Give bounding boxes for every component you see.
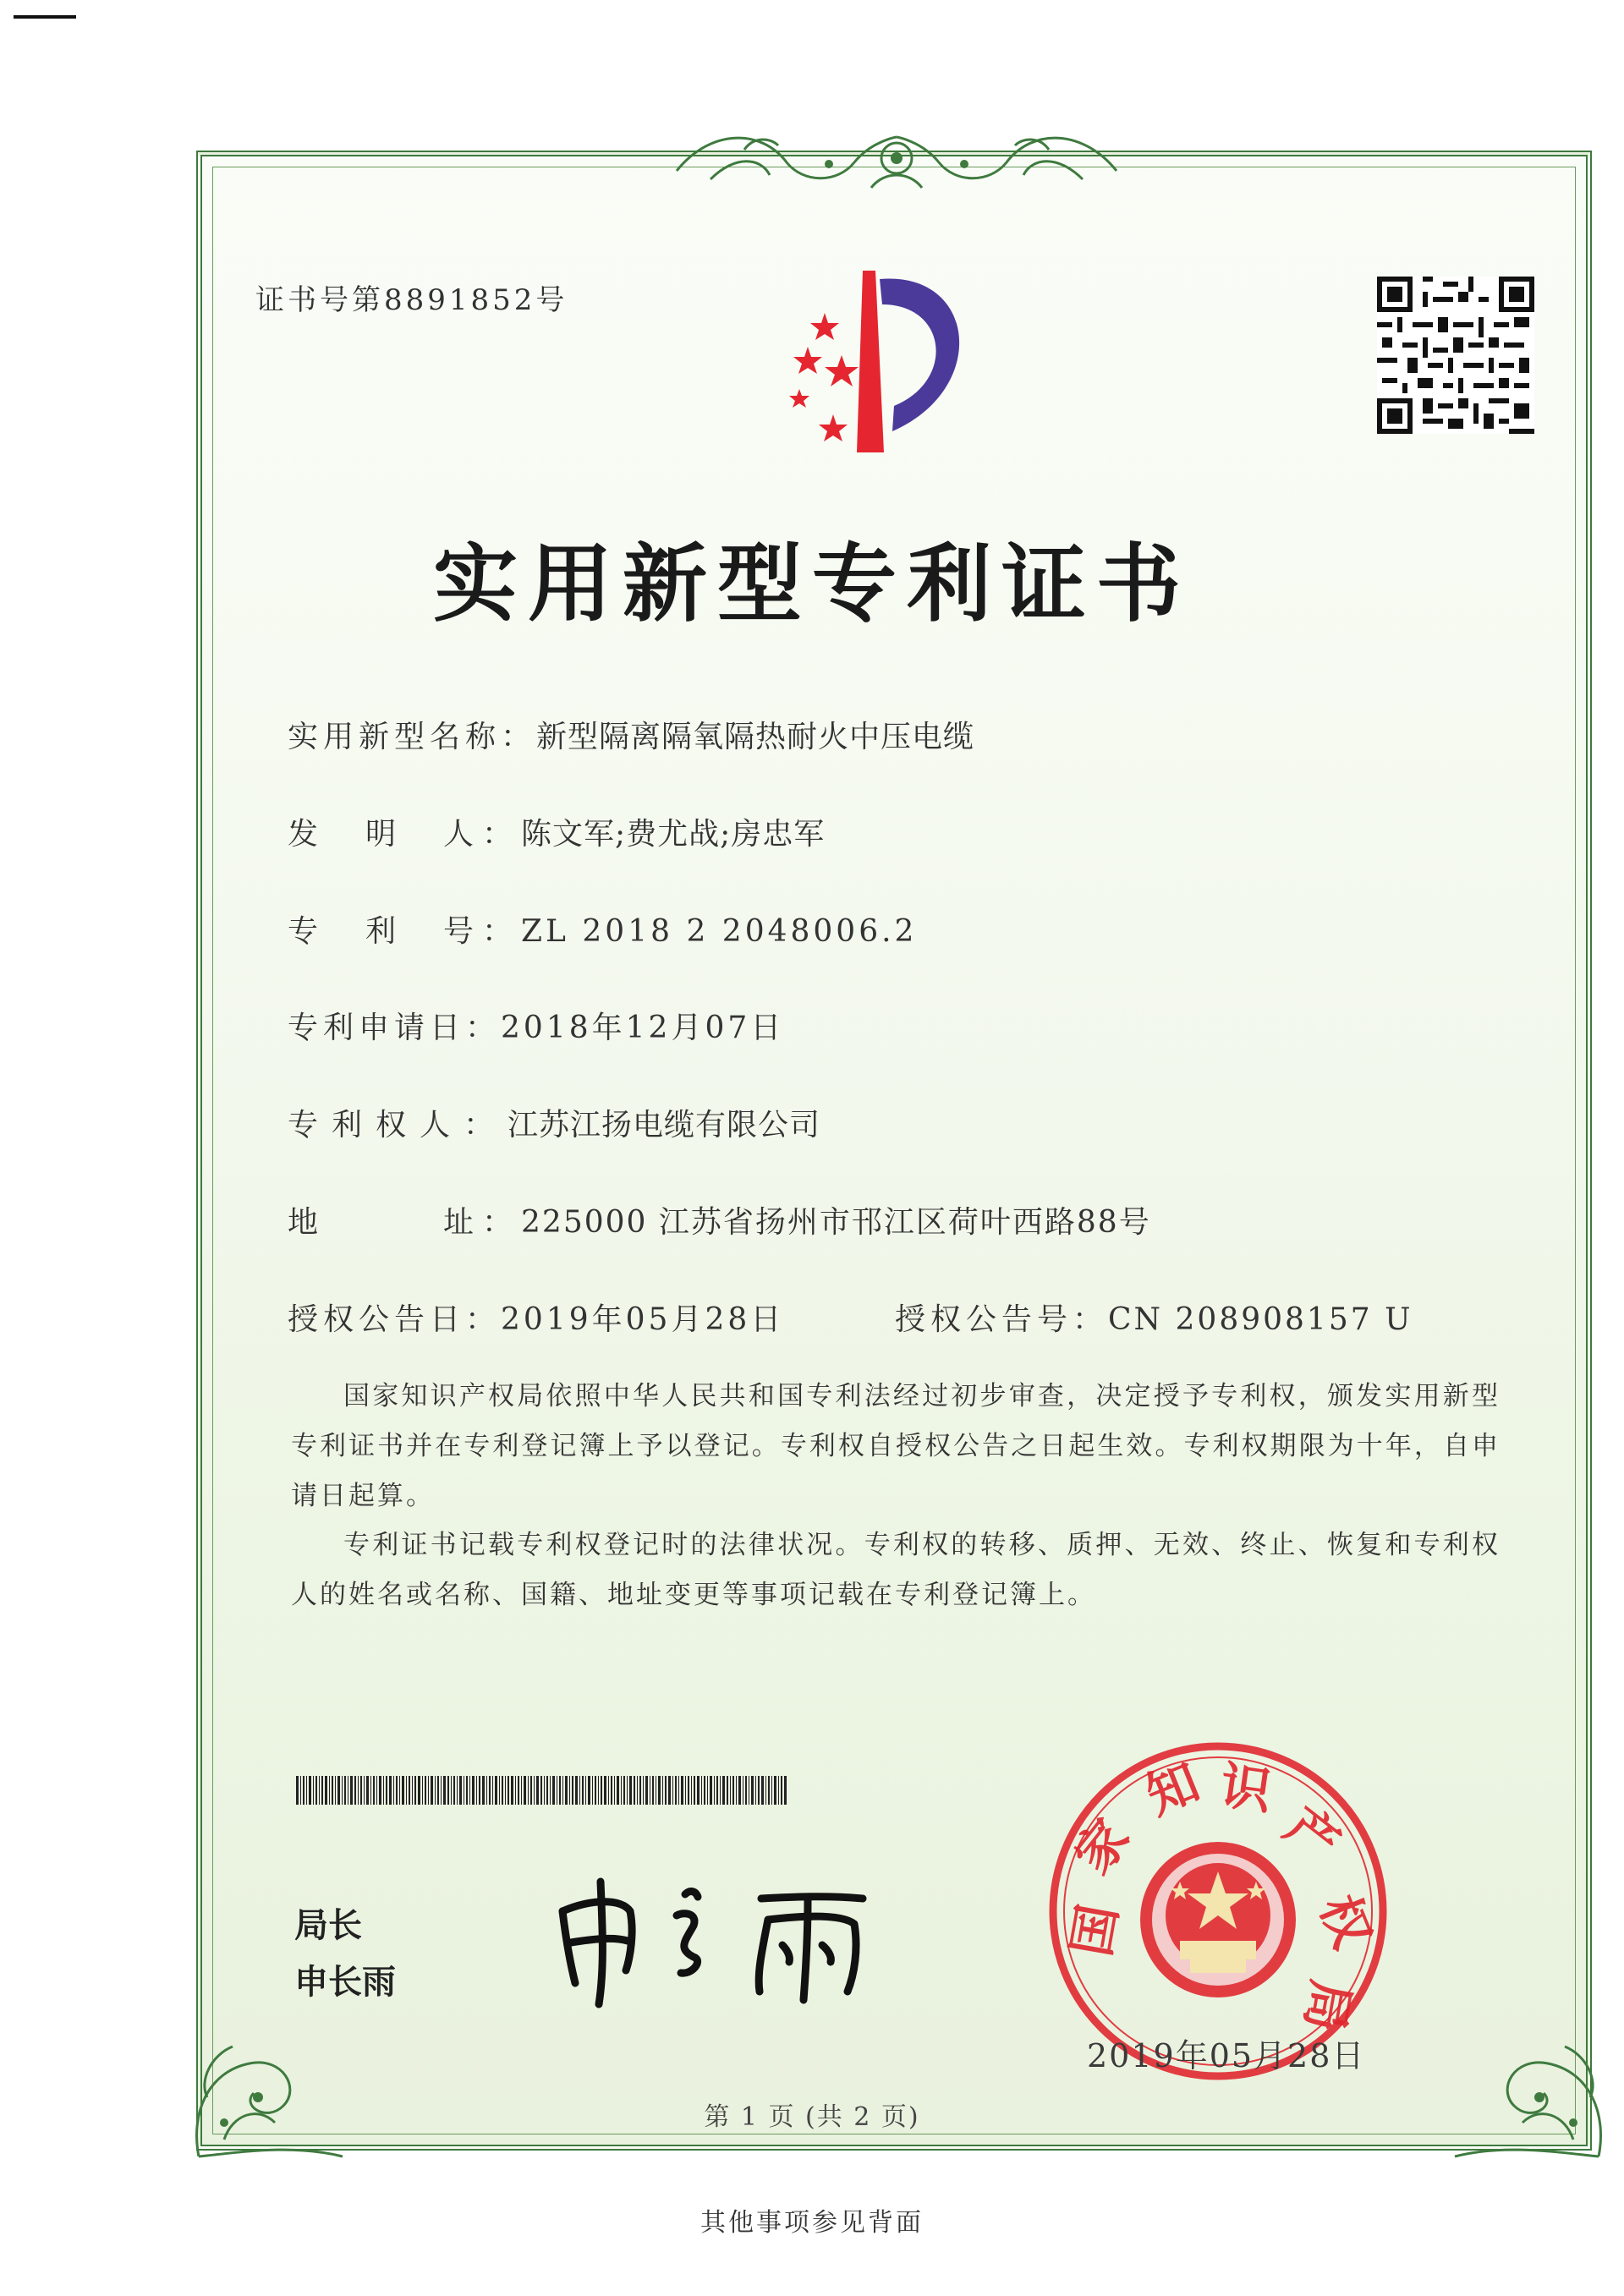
grant-date-label: 授权公告日： — [288, 1302, 502, 1337]
field-address — [288, 1198, 1151, 1241]
field-filing-date — [288, 1004, 784, 1047]
page-number: 第 1 页 (共 2 页) — [704, 2102, 920, 2132]
top-ornament-icon — [660, 112, 1133, 205]
patent-no-label: 专 利 号： — [288, 914, 522, 949]
field-utility-name — [288, 713, 974, 756]
inventors-label: 发 明 人： — [288, 817, 522, 852]
filing-date-value: 2018年12月07日 — [501, 1011, 785, 1045]
svg-text:局: 局 — [1293, 1975, 1361, 2036]
notice-paragraph-2: 专利证书记载专利权登记时的法律状况。专利权的转移、质押、无效、终止、恢复和专利权人的姓名或名称、国籍、地址变更等事项记载在专利登记簿上。 — [291, 1530, 1501, 1610]
address-label: 地 址： — [288, 1205, 522, 1240]
utility-name-value: 新型隔离隔氧隔热耐火中压电缆 — [536, 720, 975, 754]
svg-text:产: 产 — [1274, 1795, 1351, 1874]
filing-date-label: 专利申请日： — [288, 1011, 502, 1045]
bottom-left-ornament-icon — [173, 1996, 368, 2165]
corner-mark — [14, 15, 76, 19]
svg-text:权: 权 — [1308, 1887, 1382, 1957]
director-title: 局长 — [294, 1906, 362, 1945]
address-value: 225000 江苏省扬州市邗江区荷叶西路88号 — [521, 1205, 1151, 1240]
svg-text:知: 知 — [1138, 1752, 1208, 1827]
grant-date-value: 2019年05月28日 — [501, 1302, 785, 1337]
field-inventors — [288, 810, 825, 853]
qr-code-icon — [1377, 277, 1534, 434]
patent-no-value: ZL 2018 2 2048006.2 — [521, 914, 918, 949]
field-grant-no — [895, 1296, 1413, 1339]
director-signature — [550, 1865, 905, 2008]
inventors-value: 陈文军;费尤战;房忠军 — [521, 817, 826, 852]
notice-paragraph-1: 国家知识产权局依照中华人民共和国专利法经过初步审查，决定授予专利权，颁发实用新型专利证书并在专利登记簿上予以登记。专利权自授权公告之日起生效。专利权期限为十年，自申请日起算。 — [291, 1381, 1501, 1511]
patentee-value: 江苏江扬电缆有限公司 — [508, 1108, 821, 1143]
svg-text:国: 国 — [1062, 1900, 1129, 1961]
svg-text:识: 识 — [1216, 1756, 1276, 1822]
field-patent-no — [288, 907, 917, 951]
certificate-number: 证书号第8891852号 — [255, 283, 568, 317]
field-patentee — [288, 1101, 820, 1144]
certificate-title: 实用新型专利证书 — [433, 534, 1191, 633]
field-grant-date — [288, 1296, 784, 1339]
seal-date: 2019年05月28日 — [1087, 2037, 1366, 2074]
director-name: 申长雨 — [294, 1963, 396, 2002]
utility-name-label: 实用新型名称： — [288, 720, 537, 754]
bottom-note: 其他事项参见背面 — [700, 2208, 924, 2238]
cnipa-logo-icon — [765, 262, 1019, 457]
patentee-label: 专利权人： — [288, 1108, 508, 1143]
grant-no-label: 授权公告号： — [895, 1302, 1109, 1337]
barcode-icon — [296, 1776, 787, 1805]
svg-text:家: 家 — [1063, 1808, 1142, 1885]
bottom-right-ornament-icon — [1429, 1996, 1624, 2165]
grant-no-value: CN 208908157 U — [1108, 1302, 1413, 1337]
